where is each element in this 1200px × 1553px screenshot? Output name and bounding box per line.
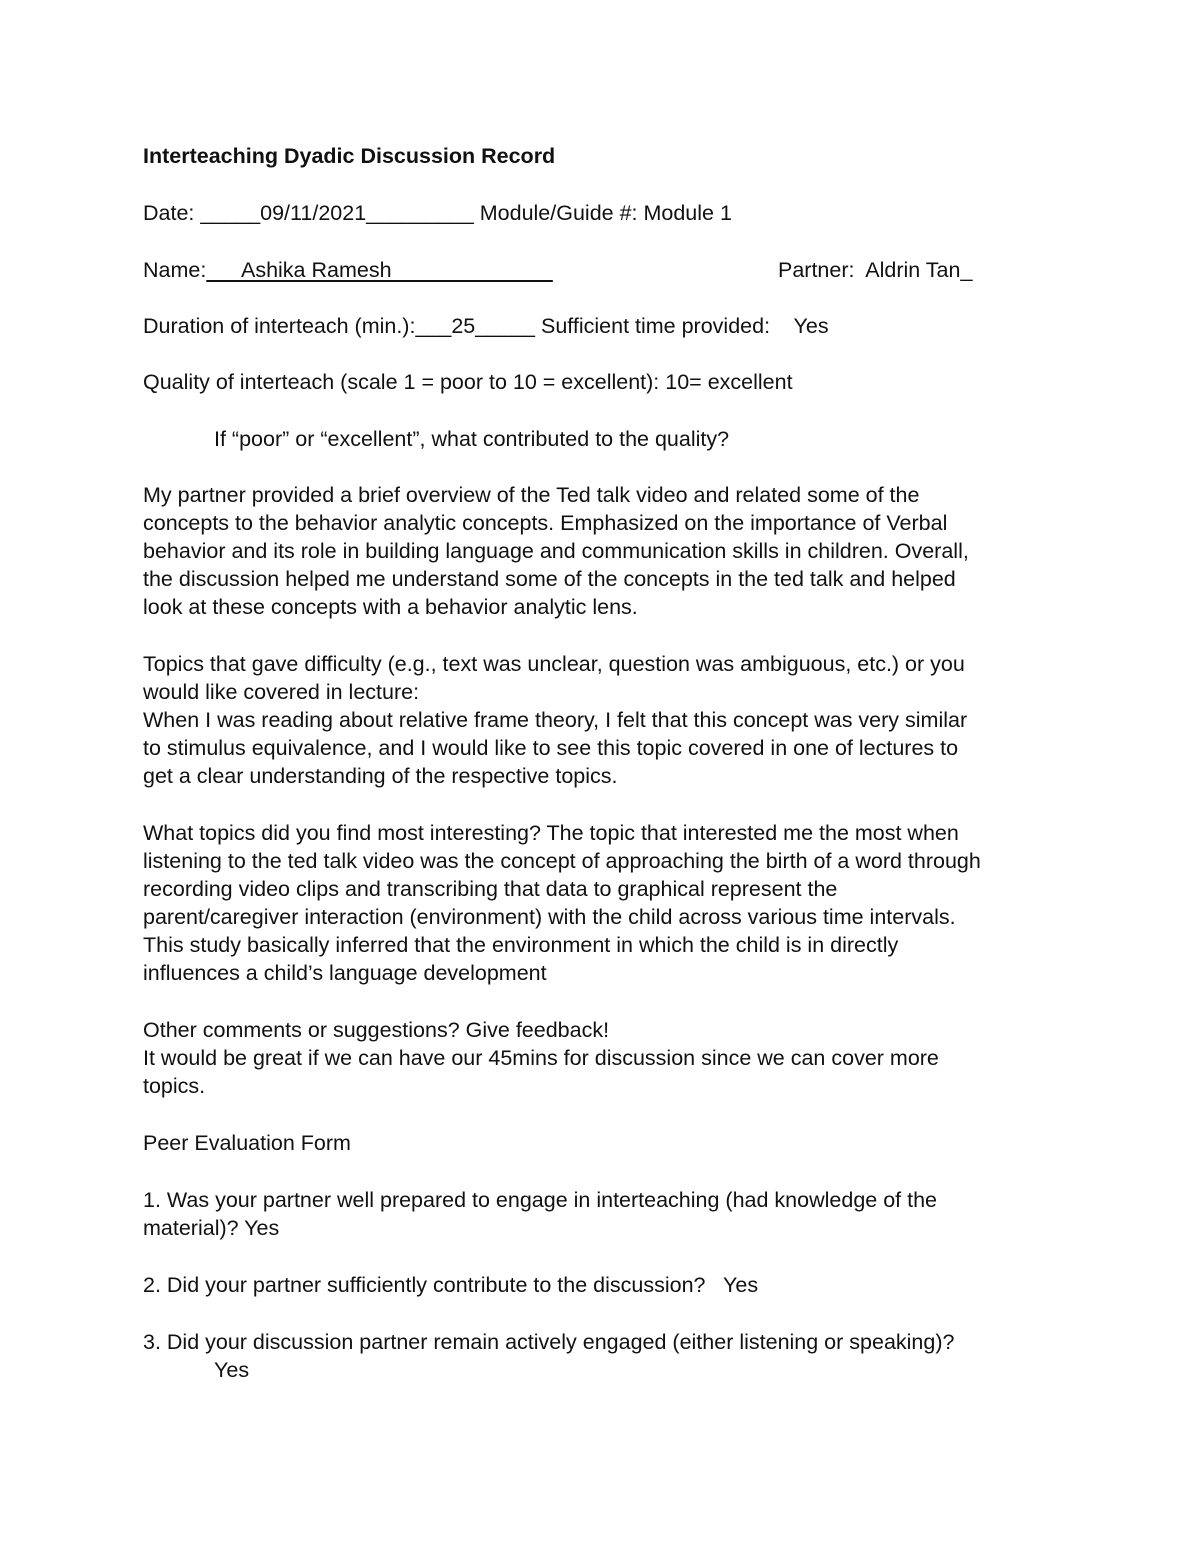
interesting-line: What topics did you find most interesting? The topic that interested me the most when [143, 821, 959, 845]
peer-question-1: 1. Was your partner well prepared to engage in interteaching (had knowledge of the [143, 1188, 937, 1212]
difficulty-line: get a clear understanding of the respective topics. [143, 764, 618, 788]
difficulty-line: to stimulus equivalence, and I would like to see this topic covered in one of lectures to [143, 736, 959, 760]
interesting-line: influences a child’s language development [143, 961, 547, 985]
quality-answer-line: look at these concepts with a behavior analytic lens. [143, 595, 638, 619]
comments-line: Other comments or suggestions? Give feedback! [143, 1018, 610, 1042]
name-line [143, 256, 553, 284]
name-label: Name: [143, 258, 207, 282]
interesting-line: listening to the ted talk video was the concept of approaching the birth of a word through [143, 849, 981, 873]
quality-line: Quality of interteach (scale 1 = poor to 10 = excellent): 10= excellent [143, 370, 793, 394]
quality-answer-line: concepts to the behavior analytic concepts. Emphasized on the importance of Verbal [143, 511, 948, 535]
interesting-line: parent/caregiver interaction (environment) with the child across various time intervals. [143, 905, 956, 929]
quality-answer-line: My partner provided a brief overview of the Ted talk video and related some of the [143, 483, 920, 507]
peer-question-2: 2. Did your partner sufficiently contribute to the discussion? Yes [143, 1273, 759, 1297]
peer-question-3-answer: Yes [214, 1358, 250, 1382]
comments-line: topics. [143, 1074, 206, 1098]
interesting-line: recording video clips and transcribing that data to graphical represent the [143, 877, 838, 901]
quality-prompt: If “poor” or “excellent”, what contributed to the quality? [214, 427, 730, 451]
interesting-line: This study basically inferred that the environment in which the child is in directly [143, 933, 899, 957]
document-title: Interteaching Dyadic Discussion Record [143, 144, 556, 168]
duration-line: Duration of interteach (min.):___25_____ Sufficient time provided: Yes [143, 314, 829, 338]
date-module-line: Date: _____09/11/2021_________ Module/Guide #: Module 1 [143, 201, 732, 225]
difficulty-line: Topics that gave difficulty (e.g., text was unclear, question was ambiguous, etc.) or you [143, 652, 965, 676]
peer-evaluation-heading: Peer Evaluation Form [143, 1131, 351, 1155]
peer-question-1-cont: material)? Yes [143, 1216, 280, 1240]
peer-question-3: 3. Did your discussion partner remain actively engaged (either listening or speaking)? [143, 1330, 955, 1354]
quality-answer-line: behavior and its role in building language and communication skills in children. Overall, [143, 539, 969, 563]
comments-line: It would be great if we can have our 45mins for discussion since we can cover more [143, 1046, 939, 1070]
name-value: Ashika Ramesh [206, 258, 553, 282]
partner-line: Partner: Aldrin Tan_ [778, 258, 973, 282]
difficulty-line: When I was reading about relative frame theory, I felt that this concept was very similar [143, 708, 968, 732]
difficulty-line: would like covered in lecture: [143, 680, 420, 704]
quality-answer-line: the discussion helped me understand some of the concepts in the ted talk and helped [143, 567, 956, 591]
